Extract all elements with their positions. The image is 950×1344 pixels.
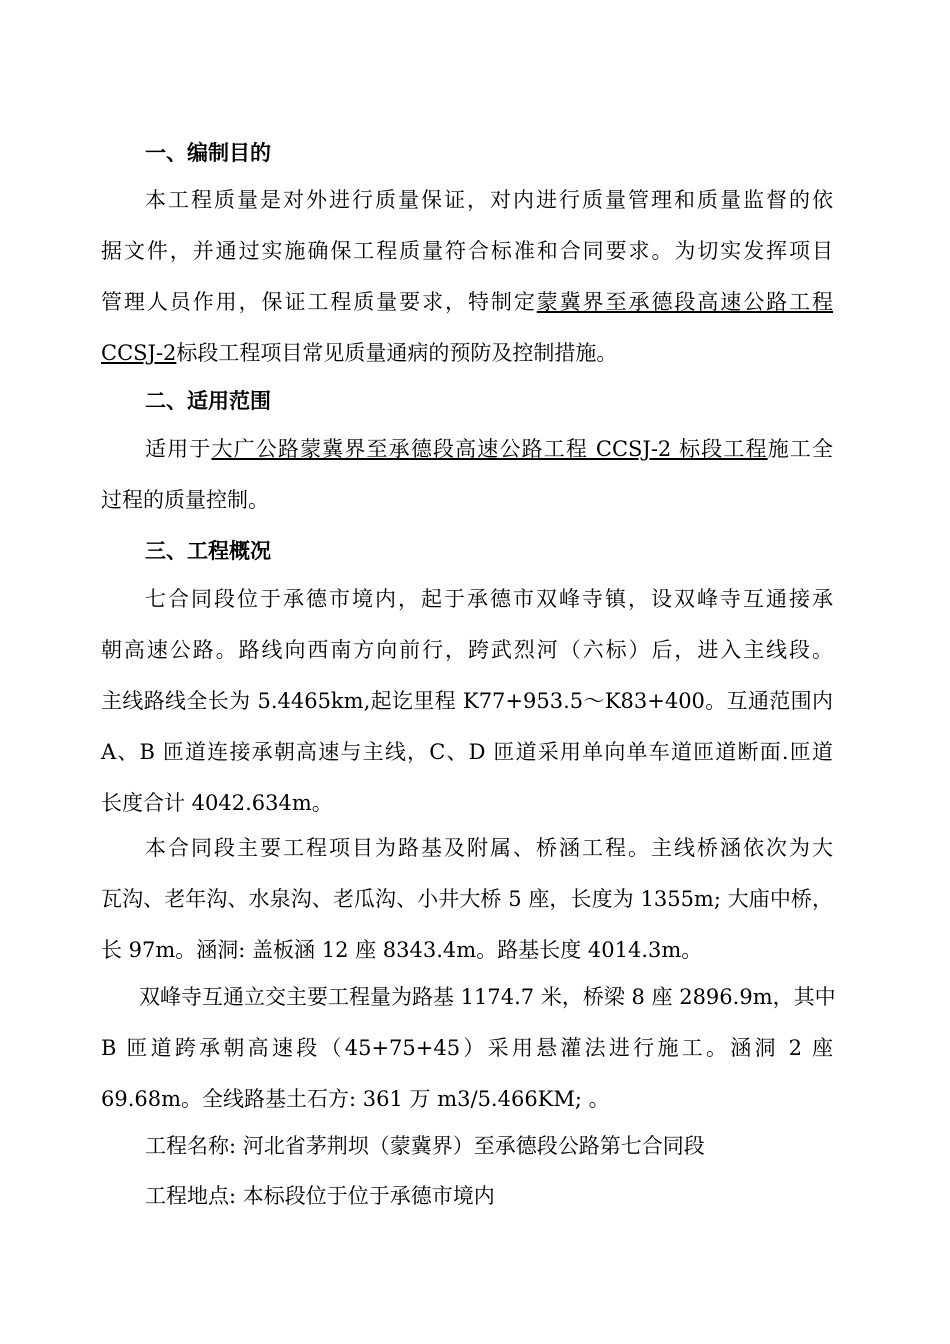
text-run: 适用于 [145,437,212,461]
text-line: 七合同段位于承德市境内，起于承德市双峰寺镇，设双峰寺互通接承 [145,587,833,611]
text-run: 施工全 [767,437,834,461]
text-line: 长度合计 4042.634m。 [101,791,333,815]
text-line: 主线路线全长为 5.4465km,起讫里程 K77+953.5～K83+400。互通范围内 [101,689,833,713]
text-line [101,424,833,475]
text-line: 本工程质量是对外进行质量保证，对内进行质量管理和质量监督的依 [145,188,833,212]
paragraph-project-name [101,1121,833,1172]
text-line: 双峰寺互通立交主要工程量为路基 1174.7 米，桥梁 8 座 2896.9m，其中 [139,985,836,1009]
paragraph-overview-interchange [101,972,836,1125]
paragraph-purpose [101,175,833,379]
text-line: 本合同段主要工程项目为路基及附属、桥涵工程。主线桥涵依次为大 [145,836,833,860]
section-heading-purpose: 一、编制目的 [145,141,271,165]
text-line: 长 97m。涵洞: 盖板涵 12 座 8343.4m。路基长度 4014.3m。 [101,938,703,962]
underlined-section-code: CCSJ-2 [101,341,177,365]
section-heading-overview: 三、工程概况 [145,539,271,563]
text-line [101,277,833,328]
text-line: 瓦沟、老年沟、水泉沟、老瓜沟、小井大桥 5 座，长度为 1355m; 大庙中桥， [101,887,833,911]
text-line: B 匝道跨承朝高速段（45+75+45）采用悬灌法进行施工。涵洞 2 座 [101,1036,833,1060]
text-line: 工程名称: 河北省茅荆坝（蒙冀界）至承德段公路第七合同段 [145,1134,705,1158]
paragraph-overview-main-works [101,823,833,976]
underlined-project-name: 蒙冀界至承德段高速公路工程 [536,290,834,314]
text-line: 69.68m。全线路基土石方: 361 万 m3/5.466KM; 。 [101,1087,610,1111]
text-line: 据文件，并通过实施确保工程质量符合标准和合同要求。为切实发挥项目 [101,239,833,263]
text-run: 标段工程项目常见质量通病的预防及控制措施。 [176,341,618,365]
text-line: 工程地点: 本标段位于位于承德市境内 [145,1184,495,1208]
paragraph-scope [101,424,833,526]
section-heading-scope: 二、适用范围 [145,389,271,413]
paragraph-overview-location [101,574,833,829]
paragraph-project-location [101,1171,833,1222]
text-line: 朝高速公路。路线向西南方向前行，跨武烈河（六标）后，进入主线段。 [101,638,833,662]
text-run: 管理人员作用，保证工程质量要求，特制定 [101,290,537,314]
text-line: A、B 匝道连接承朝高速与主线，C、D 匝道采用单向单车道匝道断面.匝道 [101,740,833,764]
text-line: 过程的质量控制。 [101,488,269,512]
underlined-project-name: 大广公路蒙冀界至承德段高速公路工程 CCSJ-2 标段工程 [211,437,768,461]
text-line [101,328,833,379]
